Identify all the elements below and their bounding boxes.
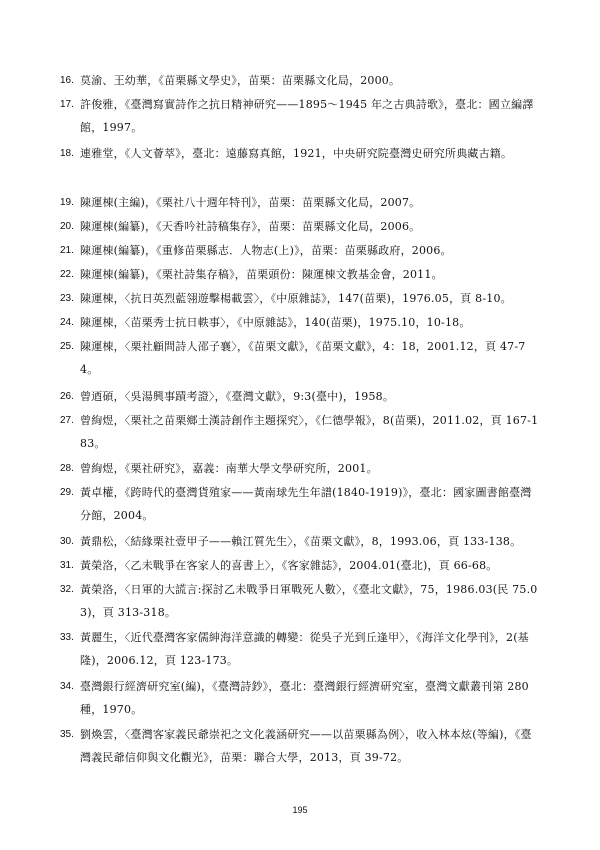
entry-number: 30.: [60, 536, 74, 547]
bibliography-entry: [60, 263, 540, 286]
entry-text: 劉煥雲，〈臺灣客家義民爺崇祀之文化義涵研究——以苗栗縣為例〉，收入林本炫(等編)，《臺灣義民爺信仰與文化觀光》，苗栗：聯合大學，2013，頁 39-72。: [80, 728, 532, 764]
entry-text: 陳運棟，〈抗日英烈藍翎遊擊楊載雲〉，《中原雜誌》，147(苗栗)，1976.05，頁 8-10。: [80, 292, 512, 305]
entry-number: 29.: [60, 487, 74, 498]
entry-number: 35.: [60, 729, 74, 740]
bibliography-entry: [60, 335, 540, 381]
entry-text: 陳運棟(編纂)，《天香吟社詩稿集存》，苗栗：苗栗縣文化局，2006。: [80, 220, 421, 233]
bibliography-entry: [60, 530, 540, 553]
entry-text: 陳運棟，〈苗栗秀士抗日軼事〉，《中原雜誌》，140(苗栗)，1975.10，10-18。: [80, 316, 471, 329]
entry-number: 24.: [60, 317, 74, 328]
entry-text: 連雅堂，《人文薈萃》，臺北：遠藤寫真館，1921，中央研究院臺灣史研究所典藏古籍。: [80, 147, 513, 160]
bibliography-entry: [60, 287, 540, 310]
bibliography-entry: [60, 142, 540, 165]
entry-text: 陳運棟，〈栗社顧問詩人邵子襄〉，《苗栗文獻》，《苗栗文獻》，4：18，2001.12，頁 47-74。: [80, 340, 526, 376]
entry-text: 曾絢煜，〈栗社之苗栗鄉土漢詩創作主題探究〉，《仁德學報》，8(苗栗)，2011.02，頁 167-183。: [80, 414, 539, 450]
entry-text: 莫渝、王幼華，《苗栗縣文學史》，苗栗：苗栗縣文化局，2000。: [80, 74, 401, 87]
bibliography-entry: [60, 93, 540, 139]
entry-text: 黃榮洛，〈乙未戰爭在客家人的喜書上〉，《客家雜誌》，2004.01(臺北)，頁 66-68。: [80, 559, 498, 572]
entry-text: 曾迺碩，〈吳湯興事蹟考證〉，《臺灣文獻》，9:3(臺中)，1958。: [80, 390, 395, 403]
entry-number: 34.: [60, 681, 74, 692]
entry-number: 25.: [60, 341, 74, 352]
entry-text: 黃榮洛，〈日軍的大謊言:探討乙未戰爭日軍戰死人數〉，《臺北文獻》，75，1986.03(民 75.03)，頁 313-318。: [80, 583, 538, 619]
entry-text: 陳運棟(編纂)，《重修苗栗縣志．人物志(上)》，苗栗：苗栗縣政府，2006。: [80, 244, 452, 257]
entry-number: 26.: [60, 391, 74, 402]
entry-number: 23.: [60, 293, 74, 304]
entry-text: 陳運棟(主編)，《栗社八十週年特刊》，苗栗：苗栗縣文化局，2007。: [80, 196, 421, 209]
entry-number: 17.: [60, 99, 74, 110]
bibliography-entry: [60, 626, 540, 672]
bibliography-entry: [60, 69, 540, 92]
entry-number: 22.: [60, 269, 74, 280]
bibliography-entry: [60, 675, 540, 721]
entry-text: 陳運棟(編纂)，《栗社詩集存稿》，苗栗頭份：陳運棟文教基金會，2011。: [80, 268, 443, 281]
bibliography-entry: [60, 409, 540, 455]
entry-number: 27.: [60, 415, 74, 426]
bibliography-entry: [60, 311, 540, 334]
entry-number: 28.: [60, 463, 74, 474]
bibliography-entry: [60, 481, 540, 527]
entry-number: 21.: [60, 245, 74, 256]
entry-text: 臺灣銀行經濟研究室(編)，《臺灣詩鈔》，臺北：臺灣銀行經濟研究室，臺灣文獻叢刊第 280 種，1970。: [80, 680, 529, 716]
bibliography-entry: [60, 578, 540, 624]
entry-text: 許俊雅，《臺灣寫實詩作之抗日精神研究——1895～1945 年之古典詩歌》，臺北：國立編譯館，1997。: [80, 98, 534, 134]
bibliography-entry: [60, 191, 540, 214]
entry-number: 32.: [60, 584, 74, 595]
entry-text: 黃鼎松，〈結緣栗社壹甲子——賴江質先生〉，《苗栗文獻》，8，1993.06，頁 133-138。: [80, 535, 522, 548]
entry-number: 16.: [60, 75, 74, 86]
entry-text: 黃麗生，〈近代臺灣客家儒紳海洋意識的轉變：從吳子光到丘逢甲〉，《海洋文化學刊》，2(基隆)，2006.12，頁 123-173。: [80, 631, 529, 667]
entry-number: 20.: [60, 221, 74, 232]
bibliography-entry: [60, 239, 540, 262]
entry-text: 曾絢煜，《栗社研究》，嘉義：南華大學文學研究所，2001。: [80, 462, 378, 475]
bibliography-entry: [60, 385, 540, 408]
bibliography-entry: [60, 457, 540, 480]
page-number: 195: [292, 805, 308, 815]
entry-number: 33.: [60, 632, 74, 643]
entry-text: 黃卓權，《跨時代的臺灣貨殖家——黃南球先生年譜(1840-1919)》，臺北：國家圖書館臺灣分館，2004。: [80, 486, 532, 522]
bibliography-entry: [60, 723, 540, 769]
entry-number: 19.: [60, 197, 74, 208]
bibliography-entry: [60, 554, 540, 577]
bibliography-entry: [60, 215, 540, 238]
entry-number: 31.: [60, 560, 74, 571]
entry-number: 18.: [60, 148, 74, 159]
